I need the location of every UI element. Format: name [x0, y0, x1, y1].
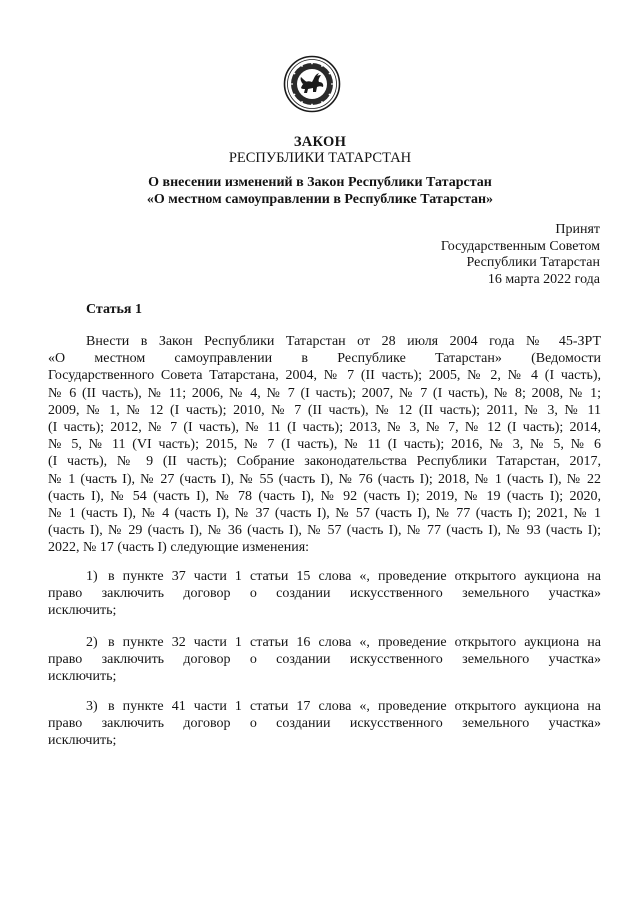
paragraph-line: 2009, № 1, № 12 (I часть); 2010, № 7 (II часть), № 12 (II часть); 2011, № 3, № 11 — [48, 402, 601, 418]
amendment-item-line: право заключить договор о создании искусственного земельного участка» — [48, 716, 601, 732]
adoption-line: Принят — [555, 222, 600, 237]
article-heading: Статья 1 — [86, 302, 142, 317]
amendment-item-first-line — [48, 568, 601, 585]
paragraph-line: Государственного Совета Татарстана, 2004, № 7 (II часть); 2005, № 2, № 4 (I часть), — [48, 368, 601, 384]
amendment-item — [48, 698, 601, 750]
law-name — [0, 174, 640, 208]
adoption-line: Государственным Советом — [440, 238, 600, 254]
adoption-block — [441, 222, 600, 288]
adoption-date: 16 марта 2022 года — [487, 271, 600, 287]
amendment-item-line: право заключить договор о создании искусственного земельного участка» — [48, 652, 601, 668]
amendment-item-line: исключить; — [48, 669, 117, 685]
paragraph-line: (I часть), № 9 (II часть); Собрание законодательства Республики Татарстан, 2017, — [48, 454, 601, 470]
law-name-line: О внесении изменений в Закон Республики Татарстан — [148, 175, 492, 190]
amendment-item-first-line — [48, 634, 601, 651]
paragraph-line: № 1 (часть I), № 27 (часть I), № 55 (часть I), № 76 (часть I); 2018, № 1 (часть I), № 22 — [48, 471, 601, 487]
amendment-item-line: право заключить договор о создании искусственного земельного участка» — [48, 586, 601, 602]
paragraph-line: № 1 (часть I), № 4 (часть I), № 37 (часть I), № 57 (часть I), № 77 (часть I); 2021, № 1 — [48, 506, 601, 522]
amendment-item — [48, 568, 601, 620]
amendment-item-line: исключить; — [48, 733, 117, 749]
paragraph-line: (I часть); 2012, № 7 (I часть), № 11 (I часть); 2013, № 3, № 7, № 12 (I часть); 2014, — [48, 420, 601, 436]
paragraph-line: «О местном самоуправлении в Республике Татарстан» (Ведомости — [48, 351, 601, 367]
amendment-item-number: 1) — [86, 569, 98, 584]
paragraph-line: (часть I), № 54 (часть I), № 78 (часть I), № 92 (часть I); 2019, № 19 (часть I); 2020, — [48, 488, 601, 504]
amendment-item-text: в пункте 41 части 1 статьи 17 слова «, проведение открытого аукциона на — [108, 699, 601, 714]
amendment-item-first-line — [48, 698, 601, 715]
paragraph-line: Внести в Закон Республики Татарстан от 28 июля 2004 года № 45-ЗРТ — [86, 334, 601, 349]
amendment-item-number: 3) — [86, 699, 98, 714]
paragraph-line: (часть I), № 29 (часть I), № 36 (часть I), № 57 (часть I), № 77 (часть I), № 93 (часть I); — [48, 523, 601, 539]
paragraph-line: № 6 (II часть), № 11; 2006, № 4, № 7 (I часть); 2007, № 7 (I часть), № 8; 2008, № 1; — [48, 385, 601, 401]
amendment-item — [48, 634, 601, 686]
article-intro-paragraph — [48, 333, 601, 557]
amendment-item-number: 2) — [86, 635, 98, 650]
law-title: ЗАКОН — [293, 134, 347, 150]
adoption-line: Республики Татарстан — [466, 255, 600, 270]
amendment-item-line: исключить; — [48, 603, 117, 619]
tatarstan-coat-of-arms-icon — [283, 55, 341, 113]
paragraph-line: 2022, № 17 (часть I) следующие изменения: — [48, 540, 310, 556]
amendment-item-text: в пункте 37 части 1 статьи 15 слова «, проведение открытого аукциона на — [108, 569, 601, 584]
law-subtitle: РЕСПУБЛИКИ ТАТАРСТАН — [228, 150, 412, 166]
amendment-item-text: в пункте 32 части 1 статьи 16 слова «, проведение открытого аукциона на — [108, 635, 601, 650]
paragraph-line: № 5, № 11 (VI часть); 2015, № 7 (I часть), № 11 (I часть); 2016, № 3, № 5, № 6 — [48, 437, 601, 453]
law-name-line: «О местном самоуправлении в Республике Татарстан» — [146, 192, 494, 207]
